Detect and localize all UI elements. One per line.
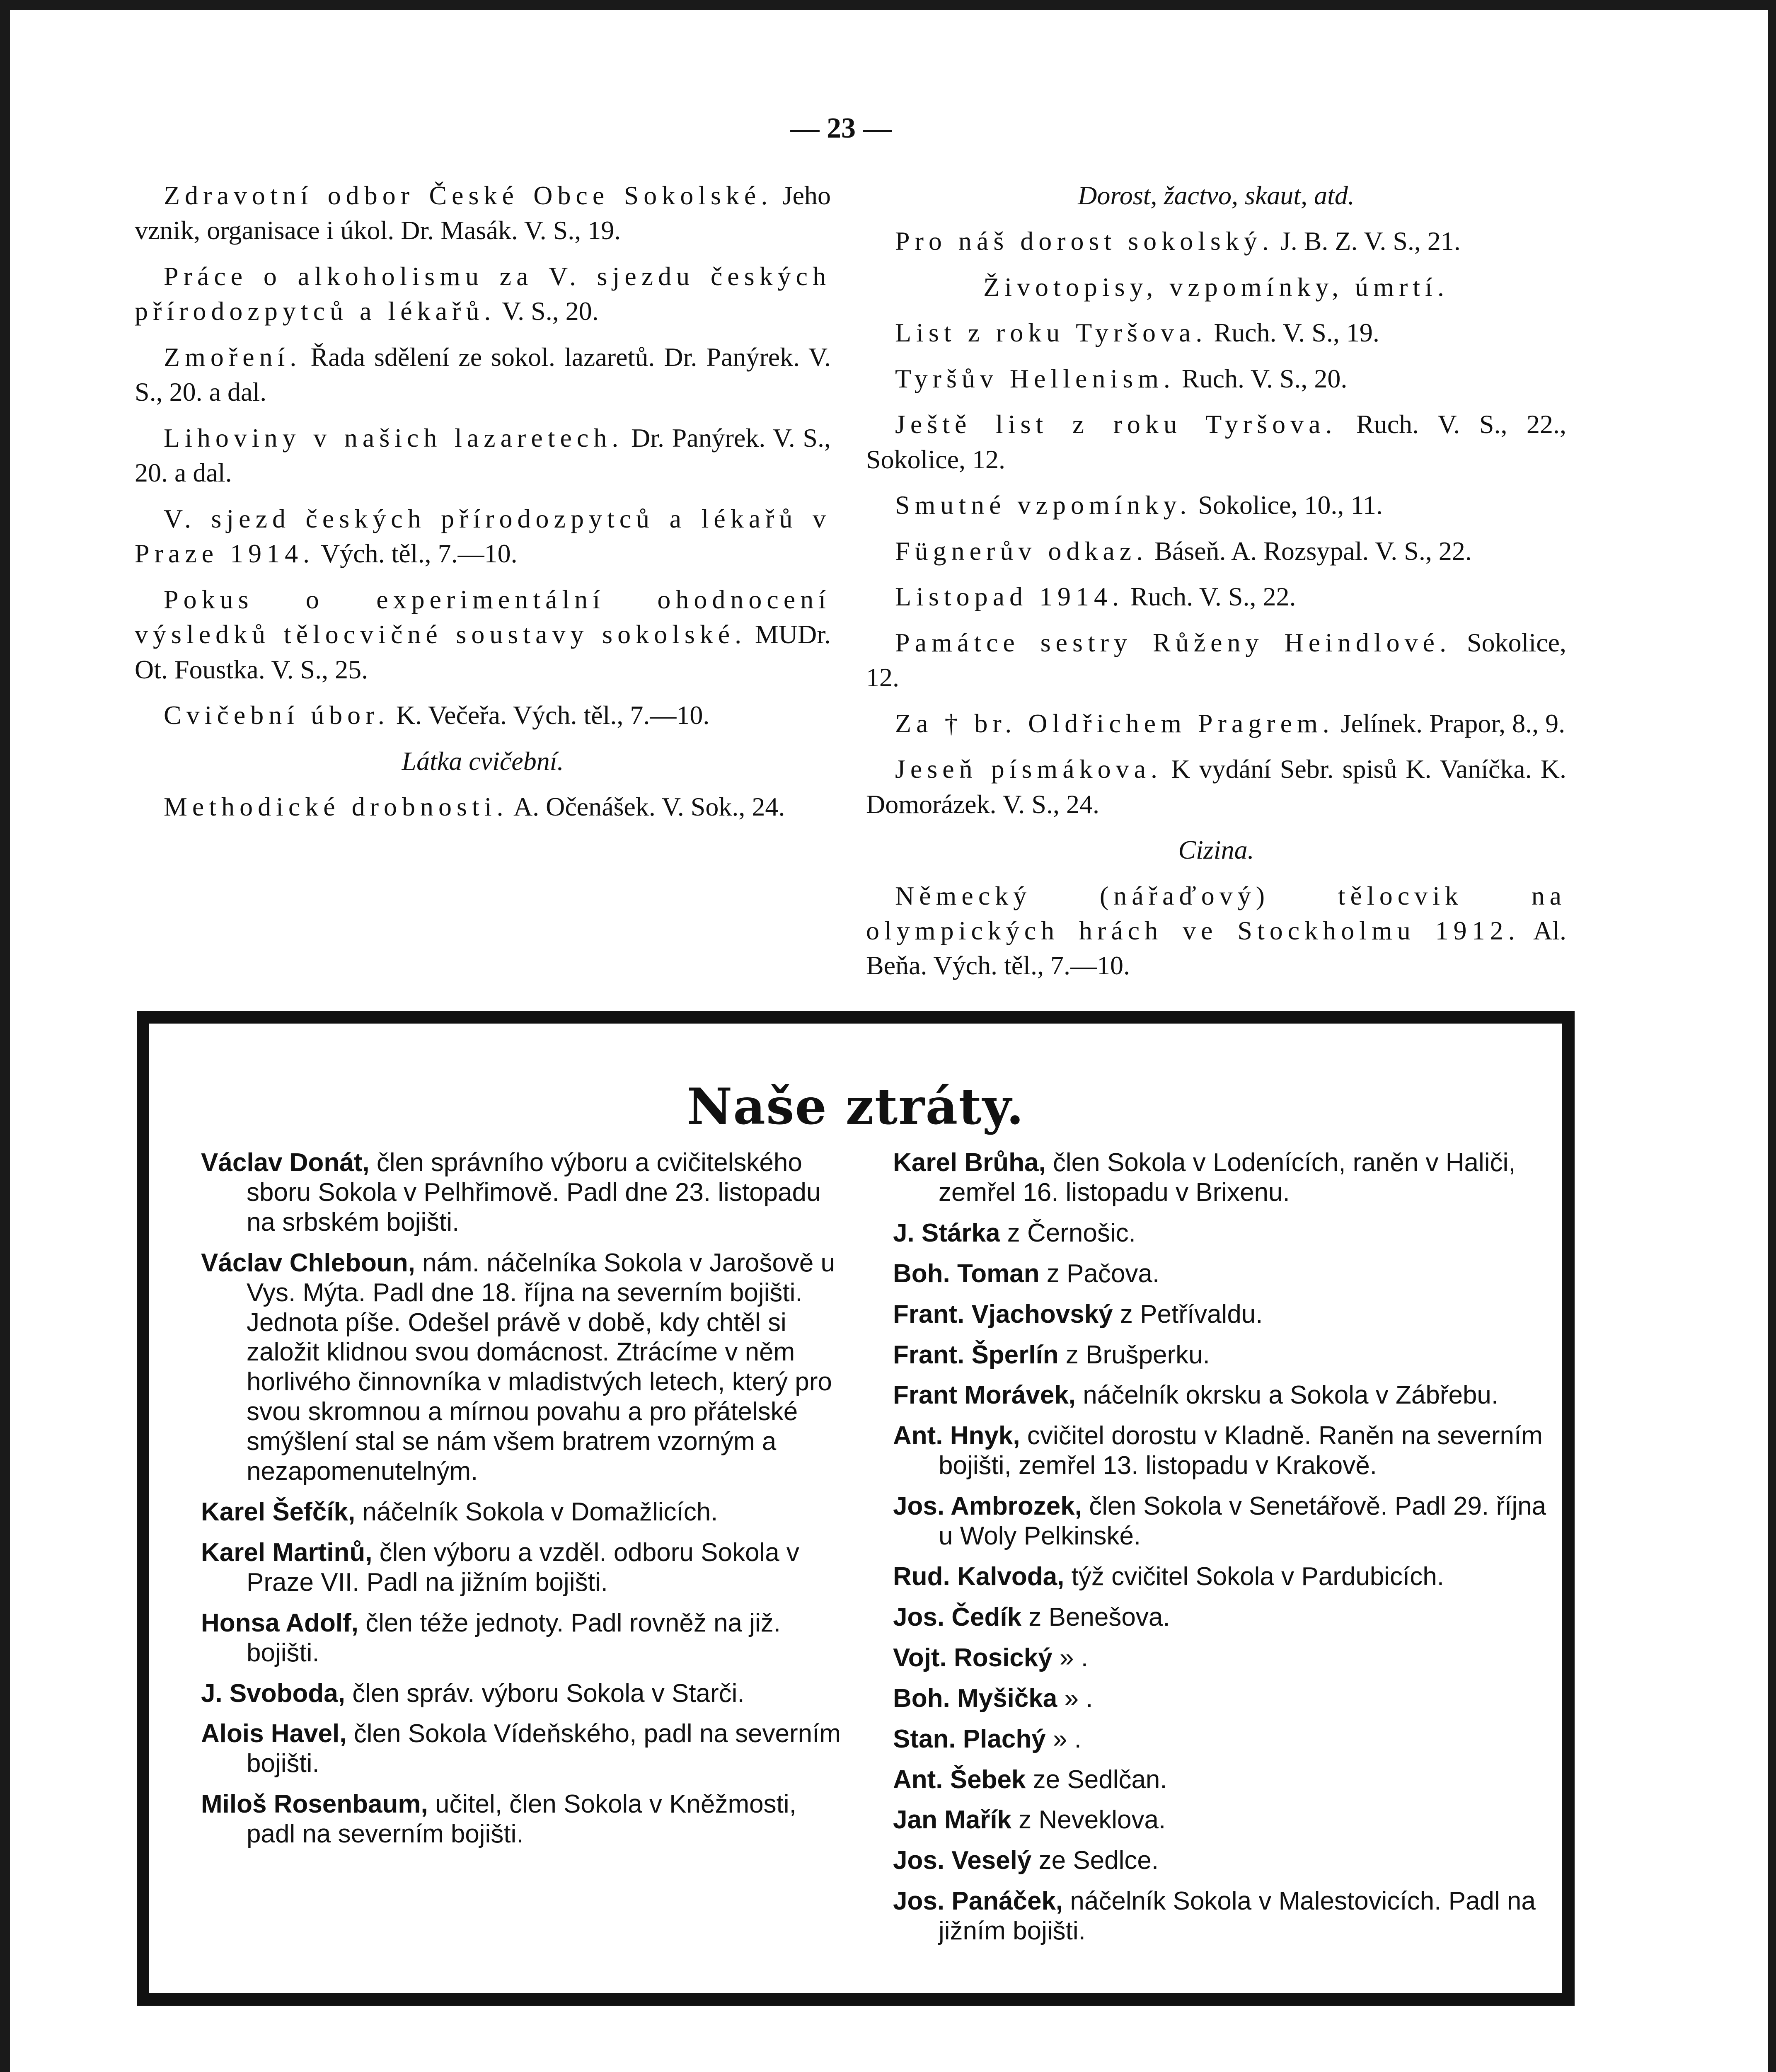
obituary-entry: Karel Brůha, člen Sokola v Lodenících, raněn v Haliči, zemřel 16. listopadu v Brixenu.: [893, 1148, 1516, 1207]
obituary-entry: Boh. Myšička » .: [893, 1684, 1093, 1713]
obituary-entry: Stan. Plachý » .: [893, 1724, 1082, 1753]
obituary-entry: Rud. Kalvoda, týž cvičitel Sokola v Pardubicích.: [893, 1562, 1444, 1591]
bib-entry: Za † br. Oldřichem Pragrem. Jelínek. Prapor, 8., 9.: [895, 708, 1565, 738]
bib-entry: V. sjezd českých přírodozpytců a lékařů v Praze 1914. Vých. těl., 7.—10.: [135, 503, 831, 569]
obituary-entry: Miloš Rosenbaum, učitel, člen Sokola v Kněžmosti, padl na severním bojišti.: [201, 1790, 796, 1849]
bib-entry: Fügnerův odkaz. Báseň. A. Rozsypal. V. S., 22.: [895, 536, 1472, 566]
obituary-entry: Jan Mařík z Neveklova.: [893, 1806, 1166, 1835]
bib-entry: Pokus o experimentální ohodnocení výsledků tělocvičné soustavy sokolské. MUDr. Ot. Foustka. V. S., 25.: [135, 584, 831, 684]
obituary-entry: Vojt. Rosický » .: [893, 1643, 1088, 1672]
bib-entry: Německý (nářaďový) tělocvik na olympických hrách ve Stockholmu 1912. Al. Beňa. Vých. těl., 7.—10.: [866, 881, 1567, 980]
section-heading: Životopisy, vzpomínky, úmrtí.: [983, 272, 1449, 302]
obituary-entry: J. Stárka z Černošic.: [893, 1218, 1136, 1247]
bib-entry: Lihoviny v našich lazaretech. Dr. Panýrek. V. S., 20. a dal.: [135, 423, 831, 488]
losses-left-column: [201, 1148, 843, 1860]
obituary-entry: Václav Donát, člen správního výboru a cvičitelského sboru Sokola v Pelhřimově. Padl dne 23. listopadu na srbském bojišti.: [201, 1148, 821, 1237]
obituary-entry: Frant Morávek, náčelník okrsku a Sokola v Zábřebu.: [893, 1381, 1499, 1410]
right-bibliography-column: [866, 178, 1566, 994]
obituary-entry: Frant. Vjachovský z Petřívaldu.: [893, 1300, 1263, 1329]
obituary-entry: Karel Šefčík, náčelník Sokola v Domažlicích.: [201, 1497, 718, 1526]
section-heading: Dorost, žactvo, skaut, atd.: [1078, 181, 1355, 210]
obituary-entry: Alois Havel, člen Sokola Vídeňského, padl na severním bojišti.: [201, 1719, 841, 1778]
bib-entry: List z roku Tyršova. Ruch. V. S., 19.: [895, 318, 1379, 348]
page-number: — 23 —: [790, 112, 892, 144]
bib-entry: Smutné vzpomínky. Sokolice, 10., 11.: [895, 490, 1383, 520]
losses-title: Naše ztráty.: [687, 1077, 1025, 1136]
bib-entry: Cvičební úbor. K. Večeřa. Vých. těl., 7.—10.: [164, 700, 710, 730]
bib-entry: Ještě list z roku Tyršova. Ruch. V. S., 22., Sokolice, 12.: [866, 409, 1567, 474]
bib-entry: Tyršův Hellenism. Ruch. V. S., 20.: [895, 363, 1348, 393]
bib-entry: Zdravotní odbor České Obce Sokolské. Jeho vznik, organisace i úkol. Dr. Masák. V. S., 19.: [135, 181, 831, 245]
bib-entry: Listopad 1914. Ruch. V. S., 22.: [895, 582, 1296, 612]
section-heading: Látka cvičební.: [402, 746, 564, 776]
bib-entry: Práce o alkoholismu za V. sjezdu českých přírodozpytců a lékařů. V. S., 20.: [135, 261, 831, 326]
scan-border-right: [1768, 0, 1776, 2072]
obituary-entry: Jos. Čedík z Benešova.: [893, 1602, 1170, 1631]
obituary-entry: Ant. Šebek ze Sedlčan.: [893, 1765, 1167, 1794]
losses-right-column: [893, 1148, 1548, 1957]
left-bibliography-column: [135, 178, 831, 835]
losses-box: [137, 1011, 1575, 2006]
bib-entry: Památce sestry Růženy Heindlové. Sokolice, 12.: [866, 627, 1567, 692]
section-heading: Cizina.: [1178, 835, 1254, 865]
obituary-entry: Jos. Panáček, náčelník Sokola v Malestovicích. Padl na jižním bojišti.: [893, 1887, 1536, 1946]
obituary-entry: Boh. Toman z Pačova.: [893, 1259, 1160, 1288]
obituary-entry: Honsa Adolf, člen téže jednoty. Padl rovněž na již. bojišti.: [201, 1608, 781, 1667]
obituary-entry: Jos. Veselý ze Sedlce.: [893, 1846, 1159, 1875]
scan-border-top: [0, 0, 1776, 10]
bib-entry: Zmoření. Řada sdělení ze sokol. lazaretů. Dr. Panýrek. V. S., 20. a dal.: [135, 342, 831, 407]
bib-entry: Jeseň písmákova. K vydání Sebr. spisů K. Vaníčka. K. Domorázek. V. S., 24.: [866, 754, 1567, 819]
obituary-entry: Václav Chleboun, nám. náčelníka Sokola v Jarošově u Vys. Mýta. Padl dne 18. října na severním bojišti. Jednota píše. Odešel právě v době, kdy chtěl si založit klidnou svou domácnost. Ztrácíme v něm horlivého činnovníka v mladistvých letech, který pro svou skromnou a mírnou povahu a pro přátelské smýšlení stal se nám všem bratrem vzorným a nezapomenutelným.: [201, 1248, 835, 1486]
obituary-entry: J. Svoboda, člen správ. výboru Sokola v Starči.: [201, 1679, 745, 1708]
scan-border-left: [0, 0, 10, 2072]
obituary-entry: Karel Martinů, člen výboru a vzděl. odboru Sokola v Praze VII. Padl na jižním bojišti.: [201, 1538, 799, 1597]
obituary-entry: Frant. Šperlín z Brušperku.: [893, 1340, 1210, 1369]
obituary-entry: Ant. Hnyk, cvičitel dorostu v Kladně. Raněn na severním bojišti, zemřel 13. listopadu v Krakově.: [893, 1421, 1543, 1480]
bib-entry: Methodické drobnosti. A. Očenášek. V. Sok., 24.: [164, 792, 785, 822]
obituary-entry: Jos. Ambrozek, člen Sokola v Senetářově. Padl 29. října u Woly Pelkinské.: [893, 1492, 1546, 1551]
bib-entry: Pro náš dorost sokolský. J. B. Z. V. S., 21.: [895, 226, 1461, 256]
